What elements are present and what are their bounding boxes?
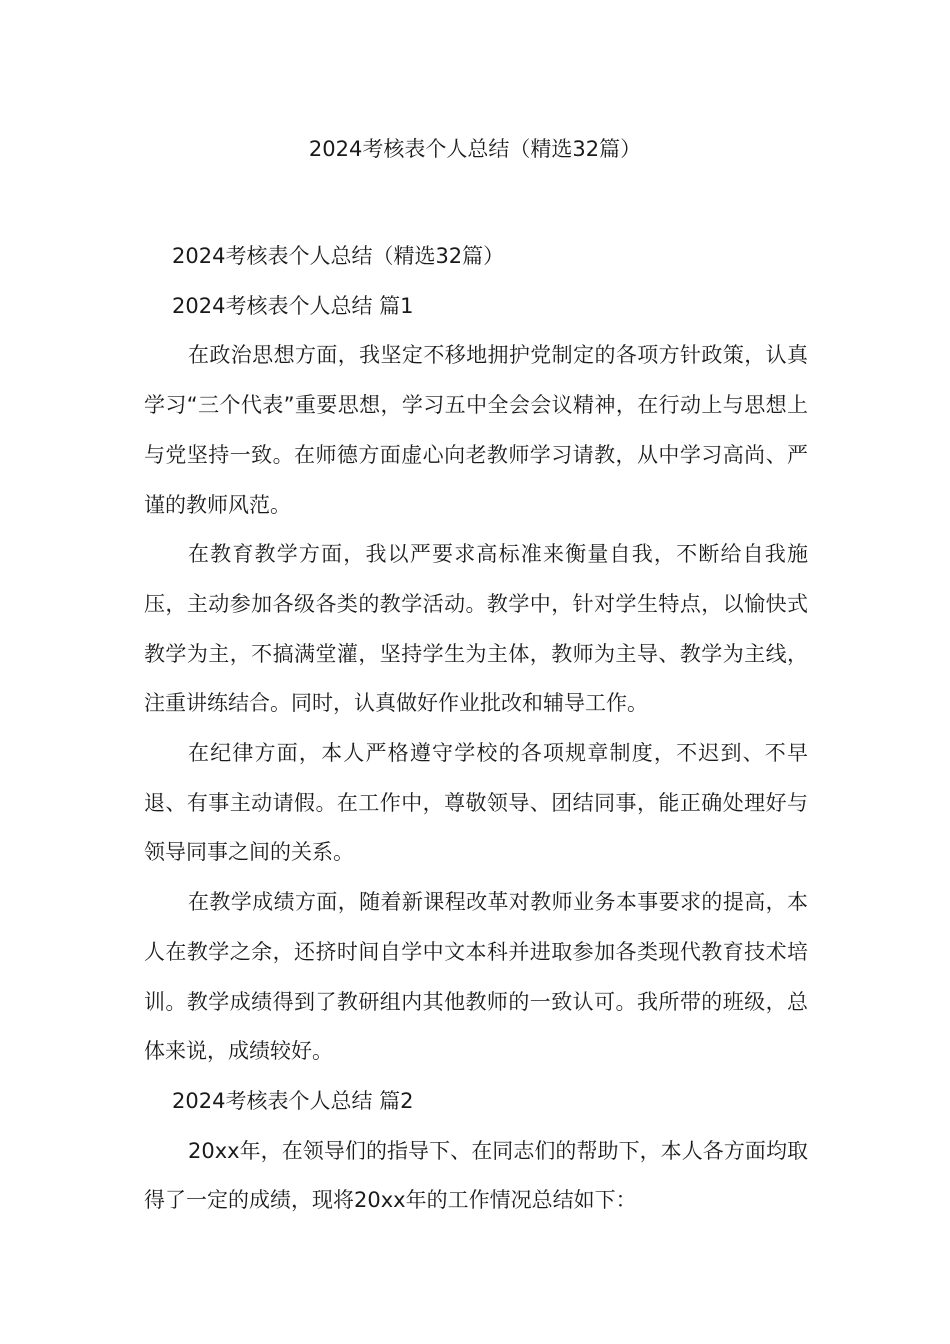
paragraph-results: 在教学成绩方面，随着新课程改革对教师业务本事要求的提高，本人在教学之余，还挤时间自学中文本科并进取参加各类现代教育技术培训。教学成绩得到了教研组内其他教师的一致认可。我所带的班级，总体来说，成绩较好。 <box>144 890 808 1064</box>
paragraph-teaching: 在教育教学方面，我以严要求高标准来衡量自我，不断给自我施压，主动参加各级各类的教学活动。教学中，针对学生特点，以愉快式教学为主，不搞满堂灌，坚持学生为主体，教师为主导、教学为主线，注重讲练结合。同时，认真做好作业批改和辅导工作。 <box>144 542 808 716</box>
paragraph-intro-2: 20xx年，在领导们的指导下、在同志们的帮助下，本人各方面均取得了一定的成绩，现将20xx年的工作情况总结如下： <box>144 1138 808 1213</box>
document-title: 2024考核表个人总结（精选32篇） <box>308 137 642 161</box>
document-subtitle: 2024考核表个人总结（精选32篇） <box>172 244 505 268</box>
section-heading-1: 2024考核表个人总结 篇1 <box>172 293 414 318</box>
paragraph-discipline: 在纪律方面，本人严格遵守学校的各项规章制度，不迟到、不早退、有事主动请假。在工作中，尊敬领导、团结同事，能正确处理好与领导同事之间的关系。 <box>144 741 808 865</box>
paragraph-politics: 在政治思想方面，我坚定不移地拥护党制定的各项方针政策，认真学习“三个代表”重要思想，学习五中全会会议精神，在行动上与思想上与党坚持一致。在师德方面虚心向老教师学习请教，从中学习高尚、严谨的教师风范。 <box>144 343 808 517</box>
document-body <box>144 232 808 1226</box>
section-heading-2: 2024考核表个人总结 篇2 <box>172 1088 414 1113</box>
